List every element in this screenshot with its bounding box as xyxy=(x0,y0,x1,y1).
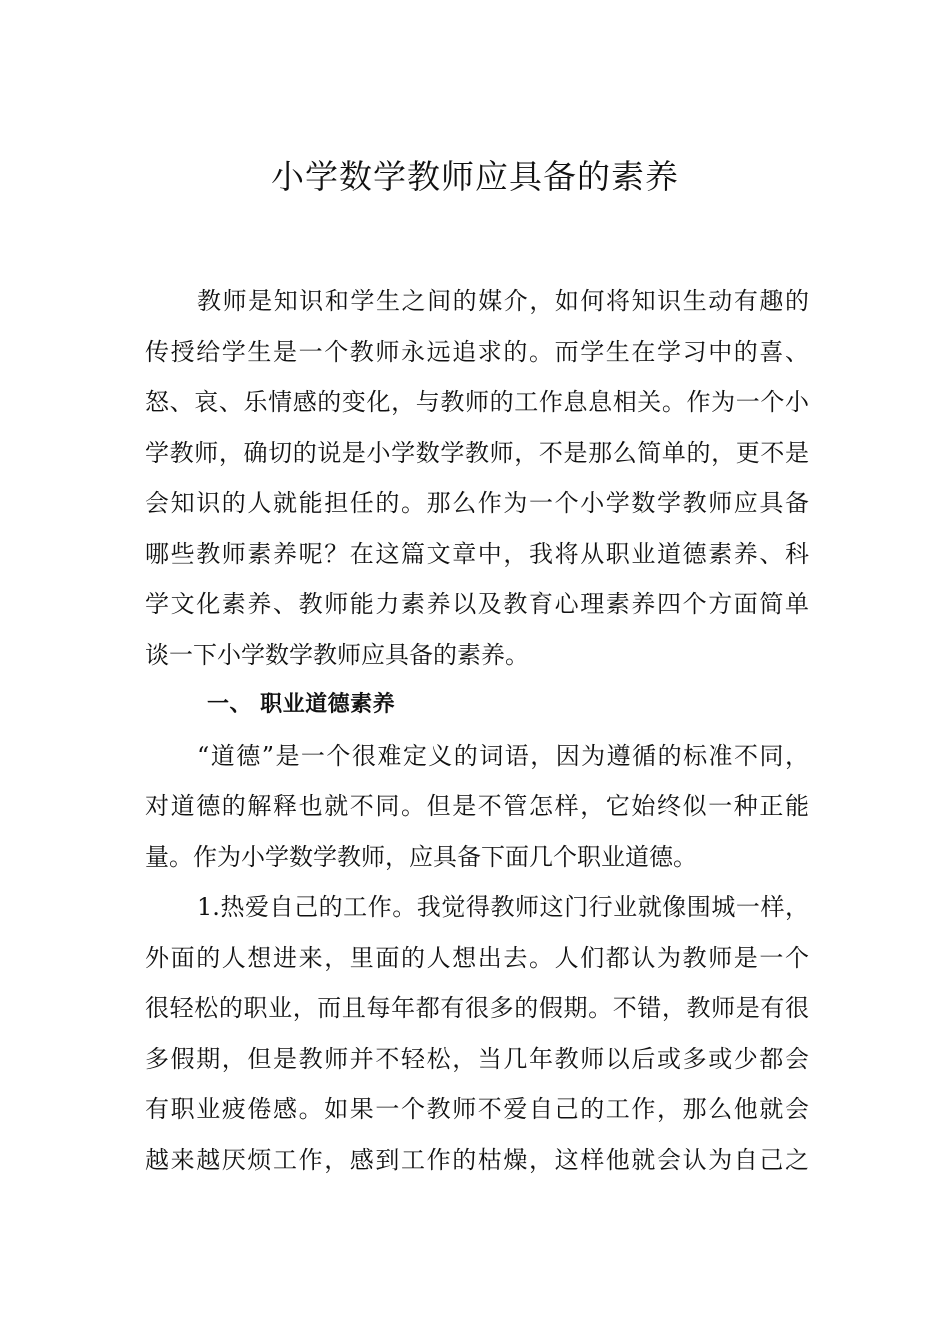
paragraph-line: 传授给学生是一个教师永远追求的。而学生在学习中的喜、 xyxy=(145,337,809,366)
paragraph-line: 外面的人想进来，里面的人想出去。人们都认为教师是一个 xyxy=(145,943,809,972)
paragraph-line: “道德”是一个很难定义的词语，因为遵循的标准不同， xyxy=(197,741,809,770)
document-title: 小学数学教师应具备的素养 xyxy=(271,157,679,196)
paragraph-line: 很轻松的职业，而且每年都有很多的假期。不错，教师是有很 xyxy=(145,994,809,1022)
paragraph-line: 越来越厌烦工作，感到工作的枯燥，这样他就会认为自己之 xyxy=(145,1145,809,1174)
paragraph-line: 对道德的解释也就不同。但是不管怎样，它始终似一种正能 xyxy=(145,792,809,820)
paragraph-line: 怒、哀、乐情感的变化，与教师的工作息息相关。作为一个小 xyxy=(145,388,809,416)
paragraph-line: 有职业疲倦感。如果一个教师不爱自己的工作，那么他就会 xyxy=(145,1095,809,1123)
paragraph-line: 多假期，但是教师并不轻松，当几年教师以后或多或少都会 xyxy=(145,1044,809,1073)
paragraph-line: 会知识的人就能担任的。那么作为一个小学数学教师应具备 xyxy=(145,489,809,517)
paragraph-line: 学教师，确切的说是小学数学教师，不是那么简单的，更不是 xyxy=(145,438,809,467)
section-heading: 一、 职业道德素养 xyxy=(207,692,396,717)
paragraph-line: 哪些教师素养呢？在这篇文章中，我将从职业道德素养、科 xyxy=(145,539,809,568)
paragraph-line: 学文化素养、教师能力素养以及教育心理素养四个方面简单 xyxy=(145,590,809,618)
paragraph-line: 谈一下小学数学教师应具备的素养。 xyxy=(145,640,529,669)
document-body xyxy=(145,276,809,1185)
paragraph-line: 教师是知识和学生之间的媒介，如何将知识生动有趣的 xyxy=(197,287,809,315)
paragraph-line: 量。作为小学数学教师，应具备下面几个职业道德。 xyxy=(145,842,697,871)
paragraph-line: 1.热爱自己的工作。我觉得教师这门行业就像围城一样， xyxy=(197,893,809,921)
